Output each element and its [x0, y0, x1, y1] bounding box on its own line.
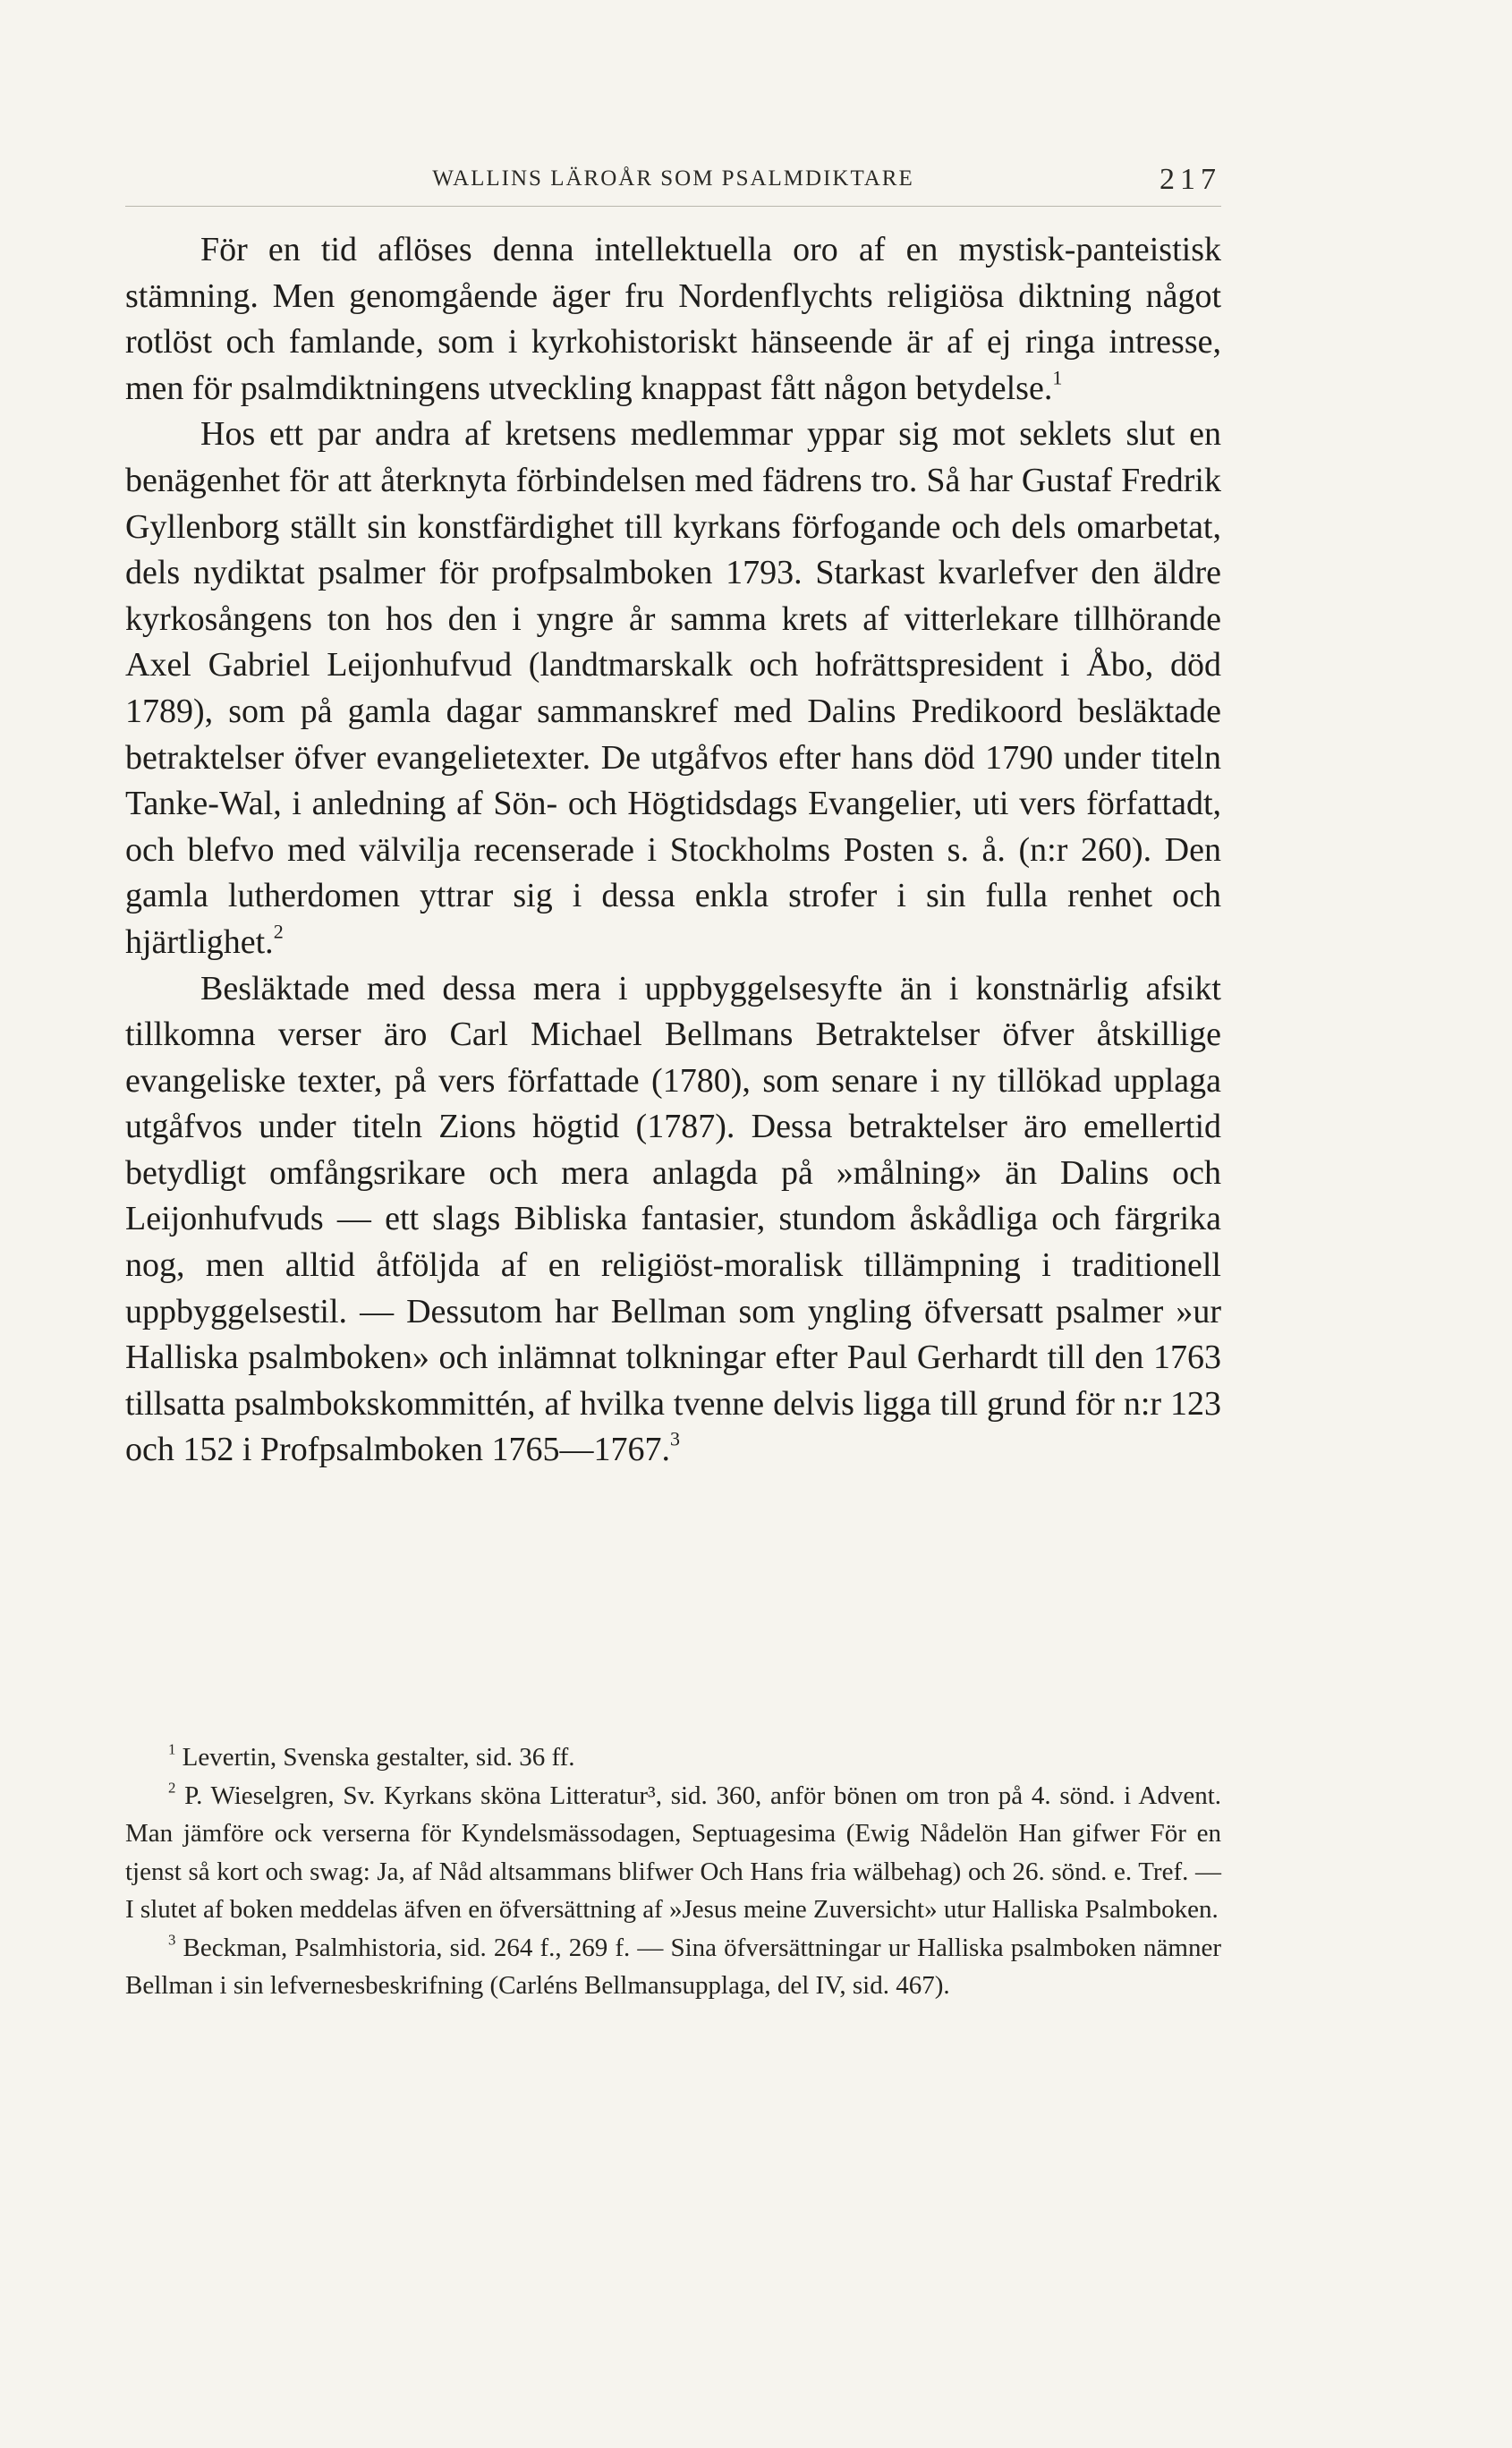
paragraph-3-text: Besläktade med dessa mera i uppbyggelsesyfte än i konstnärlig afsikt tillkomna verser äro Carl Michael Bellmans Betraktelser öfver åtskillige evangeliske texter, på vers författade (1780), som senare i ny tillökad upplaga utgåfvos under titeln Zions högtid (1787). Dessa betraktelser äro emellertid betydligt omfångsrikare och mera anlagda på »målning» än Dalins och Leijonhufvuds — ett slags Bibliska fantasier, stundom åskådliga och färgrika nog, men alltid åtföljda af en religiöst-moralisk tillämpning i traditionell uppbyggelsestil. — Dessutom har Bellman som yngling öfversatt psalmer »ur Halliska psalmboken» och inlämnat tolkningar efter Paul Gerhardt till den 1763 tillsatta psalmbokskommittén, af hvilka tvenne delvis ligga till grund för n:r 123 och 152 i Profpsalmboken 1765—1767.: [125, 969, 1221, 1469]
page-number: 217: [1159, 163, 1221, 196]
paragraph-2-text: Hos ett par andra af kretsens medlemmar yppar sig mot seklets slut en benägenhet för att återknyta förbindelsen med fädrens tro. Så har Gustaf Fredrik Gyllenborg ställt sin konstfärdighet till kyrkans förfogande och dels omarbetat, dels nydiktat psalmer för profpsalmboken 1793. Starkast kvarlefver den äldre kyrkosångens ton hos den i yngre år samma krets af vitterlekare tillhörande Axel Gabriel Leijonhufvud (landtmarskalk och hofrättspresident i Åbo, död 1789), som på gamla dagar sammanskref med Dalins Predikoord besläktade betraktelser öfver evangelietexter. De utgåfvos efter hans död 1790 under titeln Tanke-Wal, i anledning af Sön- och Högtidsdags Evangelier, uti vers författadt, och blefvo med välvilja recenserade i Stockholms Posten s. å. (n:r 260). Den gamla lutherdomen yttrar sig i dessa enkla strofer i sin fulla renhet och hjärtlighet.: [125, 415, 1221, 961]
footnote-mark-2: 2: [168, 1778, 176, 1796]
footnote-ref-3: 3: [670, 1427, 681, 1450]
running-head-title: WALLINS LÄROÅR SOM PSALMDIKTARE: [432, 166, 914, 191]
footnotes: [125, 1738, 1221, 2005]
paragraph-3: [125, 966, 1221, 1475]
footnote-2: [125, 1777, 1221, 1929]
footnote-2-text: P. Wieselgren, Sv. Kyrkans sköna Litteratur³, sid. 360, anför bönen om tron på 4. sönd. i Advent. Man jämföre ock verserna för Kyndelsmässodagen, Septuagesima (Ewig Nådelön Han gifwer För en tjenst så kort och swag: Ja, af Nåd altsammans blifwer Och Hans fria wälbehag) och 26. sönd. e. Tref. — I slutet af boken meddelas äfven en öfversättning af »Jesus meine Zuversicht» utur Halliska Psalmboken.: [125, 1781, 1221, 1924]
footnote-3-text: Beckman, Psalmhistoria, sid. 264 f., 269 f. — Sina öfversättningar ur Halliska psalmboken nämner Bellman i sin lefvernesbeskrifning (Carléns Bellmansupplaga, del IV, sid. 467).: [125, 1933, 1221, 2000]
footnote-3: [125, 1929, 1221, 2005]
footnote-mark-3: 3: [168, 1930, 176, 1948]
main-text: [125, 227, 1221, 1474]
footnote-1-text: Levertin, Svenska gestalter, sid. 36 ff.: [182, 1743, 575, 1772]
footnote-ref-2: 2: [273, 920, 284, 943]
paragraph-2: [125, 412, 1221, 965]
running-header: [125, 163, 1221, 207]
footnote-mark-1: 1: [168, 1740, 176, 1758]
footnote-ref-1: 1: [1052, 366, 1063, 389]
paragraph-1-text: För en tid aflöses denna intellektuella oro af en mystisk-panteistisk stämning. Men genomgående äger fru Nordenflychts religiösa diktning något rotlöst och famlande, som i kyrkohistoriskt hänseende är af ej ringa intresse, men för psalmdiktningens utveckling knappast fått någon betydelse.: [125, 231, 1221, 407]
footnote-1: [125, 1738, 1221, 1777]
paragraph-1: [125, 227, 1221, 412]
